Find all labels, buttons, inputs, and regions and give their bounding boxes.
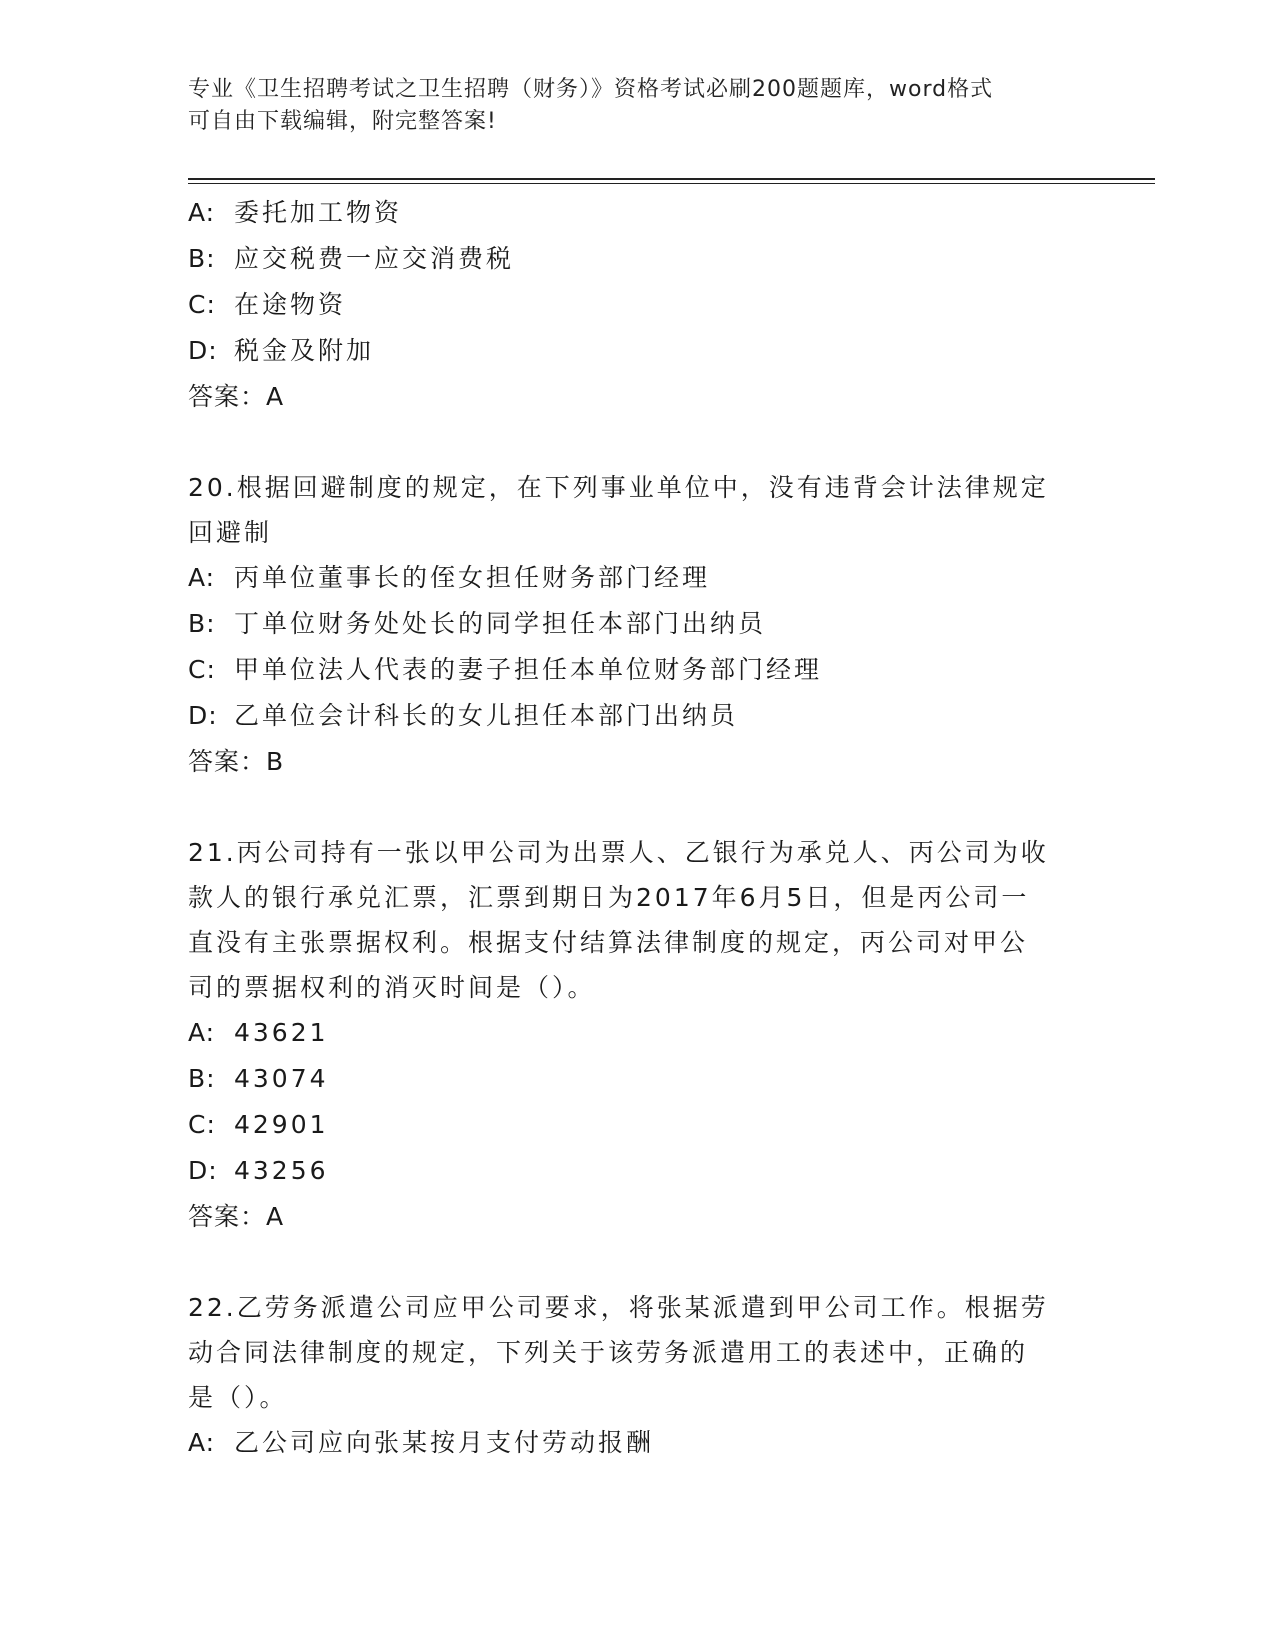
option-c [188, 282, 1088, 328]
option-b [188, 1056, 1088, 1102]
question-block [188, 1285, 1088, 1466]
block-spacer [188, 785, 1088, 830]
option-text: 税金及附加 [234, 336, 375, 365]
header-line-1: 专业《卫生招聘考试之卫生招聘（财务）》资格考试必刷200题题库，word格式 [188, 77, 994, 102]
option-a [188, 1420, 1088, 1466]
option-letter: D: [188, 701, 218, 730]
question-stem-line: 款人的银行承兑汇票，汇票到期日为2017年6月5日，但是丙公司一 [188, 883, 1030, 912]
question-stem-line: 20.根据回避制度的规定，在下列事业单位中，没有违背会计法律规定 [188, 473, 1049, 502]
option-letter: B: [188, 1064, 216, 1093]
option-letter: B: [188, 609, 216, 638]
answer-line: 答案：A [188, 1202, 285, 1231]
block-spacer [188, 1240, 1088, 1285]
option-text: 42901 [234, 1110, 329, 1139]
option-letter: D: [188, 336, 218, 365]
option-a [188, 1010, 1088, 1056]
option-letter: C: [188, 290, 216, 319]
option-text: 43256 [234, 1156, 329, 1185]
option-text: 丙单位董事长的侄女担任财务部门经理 [234, 563, 711, 592]
option-text: 乙单位会计科长的女儿担任本部门出纳员 [234, 701, 739, 730]
option-text: 在途物资 [234, 290, 347, 319]
option-d [188, 693, 1088, 739]
header-divider [188, 178, 1155, 184]
answer-line: 答案：A [188, 382, 285, 411]
question-block [188, 190, 1088, 420]
option-letter: B: [188, 244, 216, 273]
option-text: 乙公司应向张某按月支付劳动报酬 [234, 1428, 655, 1457]
document-header [188, 74, 1068, 138]
question-stem-line: 21.丙公司持有一张以甲公司为出票人、乙银行为承兑人、丙公司为收 [188, 838, 1049, 867]
question-stem-line: 直没有主张票据权利。根据支付结算法律制度的规定，丙公司对甲公 [188, 928, 1029, 957]
option-text: 应交税费一应交消费税 [234, 244, 515, 273]
option-letter: A: [188, 563, 216, 592]
option-letter: D: [188, 1156, 218, 1185]
question-list [188, 190, 1088, 1466]
question-block [188, 830, 1088, 1240]
option-d [188, 328, 1088, 374]
option-text: 43621 [234, 1018, 329, 1047]
option-d [188, 1148, 1088, 1194]
option-a [188, 555, 1088, 601]
option-c [188, 647, 1088, 693]
option-letter: A: [188, 198, 216, 227]
option-letter: A: [188, 1428, 216, 1457]
option-b [188, 236, 1088, 282]
option-letter: C: [188, 1110, 216, 1139]
option-text: 委托加工物资 [234, 198, 403, 227]
question-block [188, 465, 1088, 785]
question-stem-line: 是（）。 [188, 1383, 288, 1412]
option-text: 43074 [234, 1064, 329, 1093]
option-b [188, 601, 1088, 647]
question-stem-line: 22.乙劳务派遣公司应甲公司要求，将张某派遣到甲公司工作。根据劳 [188, 1293, 1049, 1322]
option-text: 丁单位财务处处长的同学担任本部门出纳员 [234, 609, 767, 638]
block-spacer [188, 420, 1088, 465]
option-letter: A: [188, 1018, 216, 1047]
question-stem-line: 回避制 [188, 518, 273, 547]
answer-line: 答案：B [188, 747, 285, 776]
option-text: 甲单位法人代表的妻子担任本单位财务部门经理 [234, 655, 823, 684]
option-letter: C: [188, 655, 216, 684]
option-c [188, 1102, 1088, 1148]
question-stem-line: 动合同法律制度的规定，下列关于该劳务派遣用工的表述中，正确的 [188, 1338, 1029, 1367]
header-line-2: 可自由下载编辑，附完整答案! [188, 109, 497, 134]
question-stem-line: 司的票据权利的消灭时间是（）。 [188, 973, 596, 1002]
option-a [188, 190, 1088, 236]
